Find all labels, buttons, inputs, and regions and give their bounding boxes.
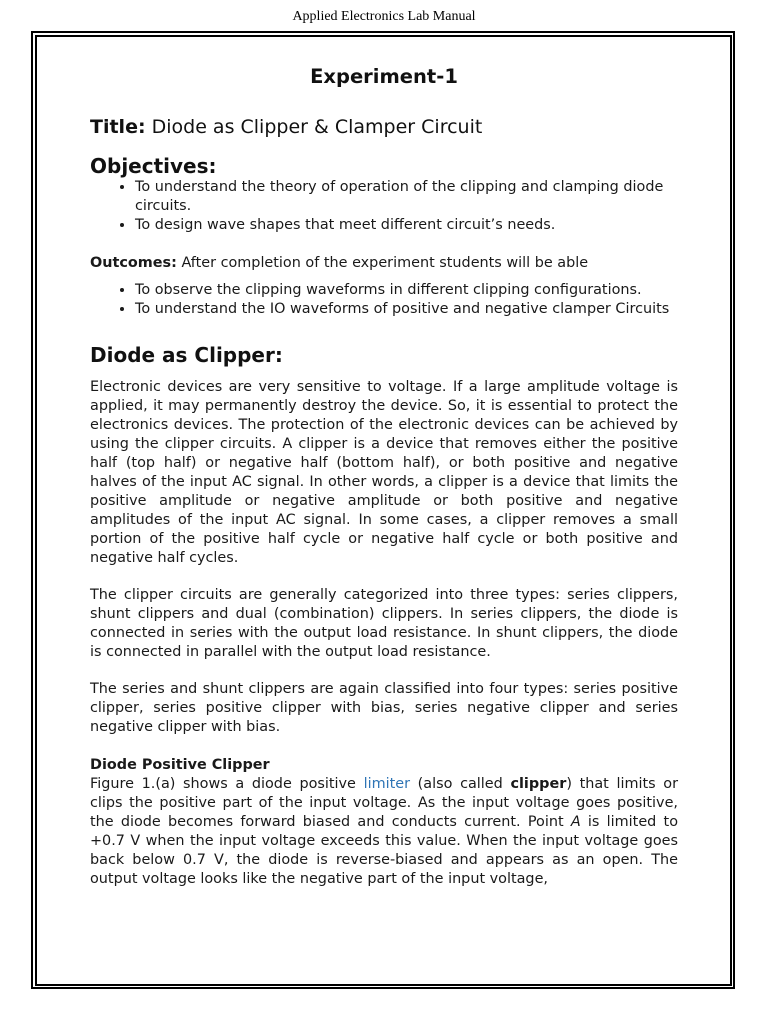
experiment-title [90,114,678,140]
paragraph-text: is limited to +0.7 V when the input voltage exceeds this value. When the input voltage goes back below 0.7 V, the diode is reverse-biased and appears as an open. The output voltage looks like the negative part of the input voltage, [90,814,678,887]
clipper-term: clipper [510,776,567,792]
experiment-heading: Experiment-1 [310,65,458,88]
clipper-heading: Diode as Clipper: [90,343,283,367]
list-item: • To design wave shapes that meet different circuit’s needs. [135,216,678,235]
outcomes-intro [90,254,678,273]
outcomes-label: Outcomes: [90,255,177,271]
point-a-label: A [570,814,581,830]
clipper-paragraph: Electronic devices are very sensitive to voltage. If a large amplitude voltage is applied, it may permanently destroy the device. So, it is essential to protect the electronics devices. The protection of the electronic devices can be achieved by using the clipper circuits. A clipper is a device that removes either the positive half (top half) or negative half (bottom half), or both positive and negative halves of the input AC signal. In other words, a clipper is a device that limits the positive amplitude or negative amplitude or both positive and negative amplitudes of the input AC signal. In some cases, a clipper removes a small portion of the positive half cycle or negative half cycle or both positive and negative half cycles. [90,379,678,566]
paragraph-text: Figure 1.(a) shows a diode positive [90,776,364,792]
limiter-link[interactable]: limiter [363,776,411,792]
title-label: Title: [90,116,146,138]
paragraph-text: (also called [410,776,511,792]
list-item: • To understand the theory of operation of the clipping and clamping diode circuits. [135,178,678,216]
outcomes-intro-text: After completion of the experiment students will be able [181,255,589,271]
list-item: • To observe the clipping waveforms in different clipping configurations. [135,281,678,300]
clipper-paragraph: The clipper circuits are generally categorized into three types: series clippers, shunt clippers and dual (combination) clippers. In series clippers, the diode is connected in series with the output load resistance. In shunt clippers, the diode is connected in parallel with the output load resistance. [90,587,678,660]
positive-clipper-heading: Diode Positive Clipper [90,757,270,773]
running-header: Applied Electronics Lab Manual [292,9,476,24]
objectives-heading: Objectives: [90,154,217,178]
clipper-paragraph: The series and shunt clippers are again classified into four types: series positive clipper, series positive clipper with bias, series negative clipper and series negative clipper with bias. [90,681,678,735]
page-content [90,64,678,889]
objectives-list [90,178,678,235]
paragraph-text: ) that limits or clips the positive part of the input voltage. As the input voltage goes positive, the diode becomes forward biased and conducts current. Point [90,776,679,830]
outcomes-list [90,281,678,319]
list-item: • To understand the IO waveforms of positive and negative clamper Circuits [135,300,678,319]
positive-clipper-paragraph [90,775,678,889]
title-text: Diode as Clipper & Clamper Circuit [151,116,483,138]
